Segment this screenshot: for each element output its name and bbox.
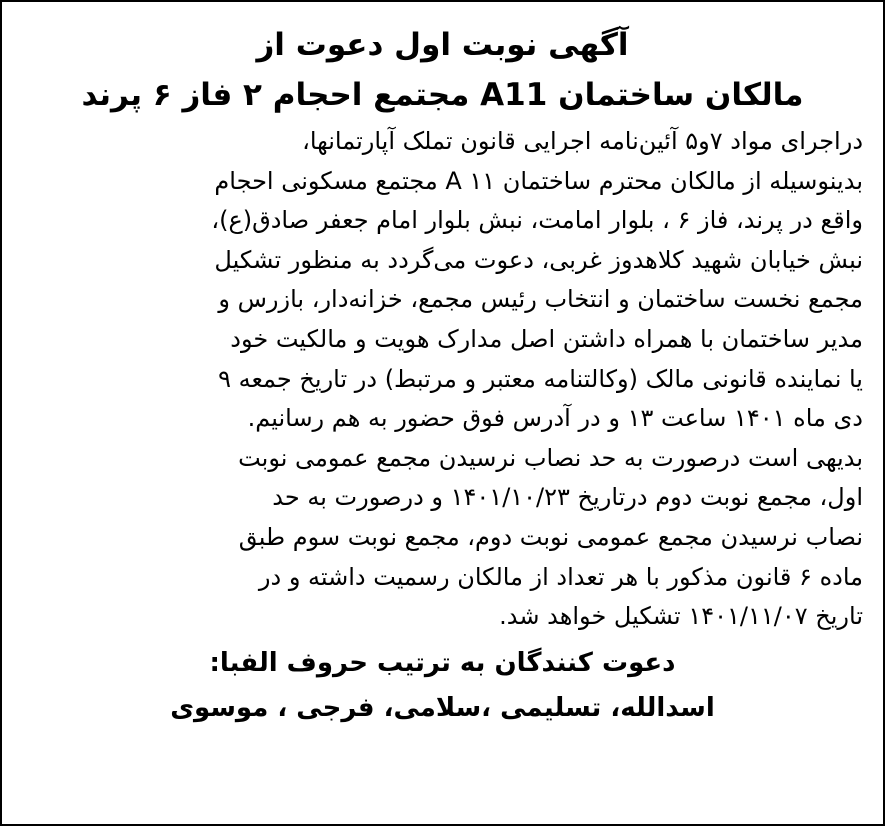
body-line: مدیر ساختمان با همراه داشتن اصل مدارک هویت و مالکیت خود bbox=[230, 324, 863, 353]
inviters-heading: دعوت کنندگان به ترتیب حروف الفبا: bbox=[209, 647, 676, 678]
body-line: دی ماه ۱۴۰۱ ساعت ۱۳ و در آدرس فوق حضور به هم رسانیم. bbox=[247, 404, 863, 433]
inviters-block bbox=[22, 641, 863, 731]
body-line: نبش خیابان شهید کلاهدوز غربی، دعوت می‌گردد به منظور تشکیل bbox=[214, 245, 863, 274]
body-line: واقع در پرند، فاز ۶ ، بلوار امامت، نبش بلوار امام جعفر صادق(ع)، bbox=[211, 206, 863, 235]
body-line: اول، مجمع نوبت دوم درتاریخ ۱۴۰۱/۱۰/۲۳ و درصورت به حد bbox=[272, 483, 863, 512]
inviters-names: اسدالله، تسلیمی ،سلامی، فرجی ، موسوی bbox=[170, 692, 715, 723]
title-line-1: آگهی نوبت اول دعوت از bbox=[256, 27, 629, 63]
body-line: ماده ۶ قانون مذکور با هر تعداد از مالکان رسمیت داشته و در bbox=[258, 562, 863, 591]
title-line-2: مالکان ساختمان A11 مجتمع احجام ۲ فاز ۶ پرند bbox=[81, 77, 804, 113]
body-line: مجمع نخست ساختمان و انتخاب رئیس مجمع، خزانه‌دار، بازرس و bbox=[218, 285, 863, 314]
body-line: تاریخ ۱۴۰۱/۱۱/۰۷ تشکیل خواهد شد. bbox=[499, 602, 863, 631]
notice-title bbox=[22, 20, 863, 120]
body-line: یا نماینده قانونی مالک (وکالتنامه معتبر و مرتبط) در تاریخ جمعه ۹ bbox=[218, 364, 863, 393]
notice-body bbox=[22, 122, 863, 637]
body-line: بدیهی است درصورت به حد نصاب نرسیدن مجمع عمومی نوبت bbox=[238, 443, 863, 472]
body-line: بدینوسیله از مالکان محترم ساختمان ۱۱ A مجتمع مسکونی احجام bbox=[214, 166, 863, 195]
body-line: نصاب نرسیدن مجمع عمومی نوبت دوم، مجمع نوبت سوم طبق bbox=[238, 522, 863, 551]
body-line: دراجرای مواد ۷و۵ آئین‌نامه اجرایی قانون تملک آپارتمانها، bbox=[302, 127, 863, 155]
